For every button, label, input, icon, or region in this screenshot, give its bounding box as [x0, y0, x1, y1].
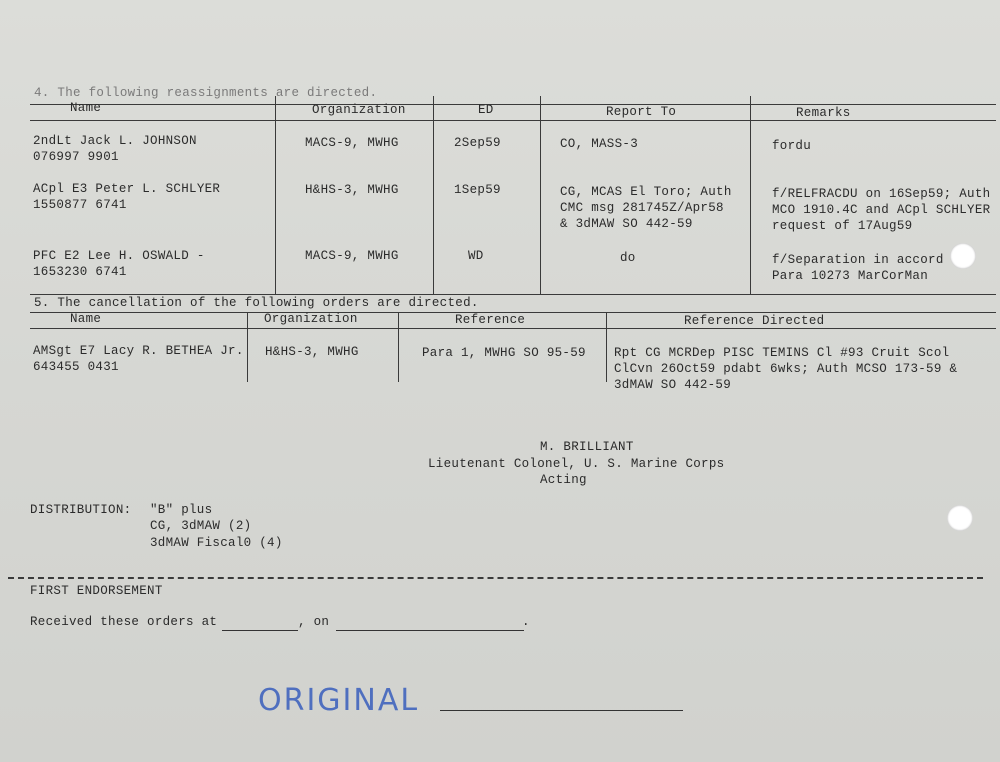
punch-hole-top	[950, 243, 976, 269]
row2-serial: 1550877 6741	[33, 198, 127, 212]
row1-remarks: fordu	[772, 139, 812, 153]
row2-report-to-line1: CG, MCAS El Toro; Auth	[560, 185, 732, 199]
col5-header-name: Name	[70, 312, 102, 326]
signer-name: M. BRILLIANT	[540, 440, 634, 454]
col-header-ed: ED	[478, 103, 494, 117]
cancel-row-directed-line2: ClCvn 26Oct59 pdabt 6wks; Auth MCSO 173-59 &	[614, 362, 958, 376]
row3-remarks-line1: f/Separation in accord	[772, 253, 944, 267]
col-header-report-to: Report To	[606, 105, 677, 119]
distribution-line1: "B" plus	[150, 503, 213, 517]
distribution-label: DISTRIBUTION:	[30, 503, 132, 517]
row3-serial: 1653230 6741	[33, 265, 127, 279]
col-header-remarks: Remarks	[796, 106, 851, 120]
period-text: .	[522, 615, 530, 629]
row2-remarks-line2: MCO 1910.4C and ACpl SCHLYER	[772, 203, 991, 217]
table5-col-divider-1	[247, 312, 248, 382]
row1-org: MACS-9, MWHG	[305, 136, 399, 150]
row1-report-to: CO, MASS-3	[560, 137, 639, 151]
table4-col-divider-1	[275, 96, 276, 294]
cancel-row-directed-line1: Rpt CG MCRDep PISC TEMINS Cl #93 Cruit Scol	[614, 346, 950, 360]
table4-bottom-rule	[30, 294, 996, 295]
signer-title: Lieutenant Colonel, U. S. Marine Corps	[428, 457, 725, 471]
cancel-row-name: AMSgt E7 Lacy R. BETHEA Jr.	[33, 344, 244, 358]
table4-col-divider-4	[750, 96, 751, 294]
row2-ed: 1Sep59	[454, 183, 501, 197]
row2-remarks-line1: f/RELFRACDU on 16Sep59; Auth	[772, 187, 991, 201]
cancel-row-org: H&HS-3, MWHG	[265, 345, 359, 359]
received-text: Received these orders at	[30, 615, 218, 629]
table5-header-rule	[30, 328, 996, 329]
row3-remarks-line2: Para 10273 MarCorMan	[772, 269, 929, 283]
row3-ed: WD	[468, 249, 484, 263]
signer-status: Acting	[540, 473, 587, 487]
received-on-blank	[336, 630, 524, 631]
table5-col-divider-2	[398, 312, 399, 382]
punch-hole-bottom	[947, 505, 973, 531]
row1-name: 2ndLt Jack L. JOHNSON	[33, 134, 197, 148]
row3-org: MACS-9, MWHG	[305, 249, 399, 263]
table4-top-rule	[30, 104, 996, 105]
dashed-separator	[8, 577, 983, 579]
endorsement-title: FIRST ENDORSEMENT	[30, 584, 163, 598]
row2-remarks-line3: request of 17Aug59	[772, 219, 913, 233]
signature-line	[440, 710, 683, 711]
row2-name: ACpl E3 Peter L. SCHLYER	[33, 182, 221, 196]
cancel-row-serial: 643455 0431	[33, 360, 119, 374]
distribution-line3: 3dMAW Fiscal0 (4)	[150, 536, 283, 550]
on-text: , on	[298, 615, 330, 629]
table4-col-divider-3	[540, 96, 541, 294]
table5-col-divider-3	[606, 312, 607, 382]
row3-name: PFC E2 Lee H. OSWALD -	[33, 249, 205, 263]
col5-header-organization: Organization	[264, 312, 358, 326]
col5-header-reference: Reference	[455, 313, 526, 327]
section4-intro: 4. The following reassignments are directed.	[34, 86, 378, 100]
received-at-blank	[222, 630, 298, 631]
row3-report-to: do	[620, 251, 636, 265]
row1-serial: 076997 9901	[33, 150, 119, 164]
row2-org: H&HS-3, MWHG	[305, 183, 399, 197]
distribution-line2: CG, 3dMAW (2)	[150, 519, 252, 533]
col5-header-reference-directed: Reference Directed	[684, 314, 825, 328]
row2-report-to-line3: & 3dMAW SO 442-59	[560, 217, 693, 231]
original-stamp: ORIGINAL	[258, 683, 420, 718]
row2-report-to-line2: CMC msg 281745Z/Apr58	[560, 201, 724, 215]
col-header-name: Name	[70, 101, 102, 115]
table4-header-rule	[30, 120, 996, 121]
table4-col-divider-2	[433, 96, 434, 294]
col-header-organization: Organization	[312, 103, 406, 117]
cancel-row-reference: Para 1, MWHG SO 95-59	[422, 346, 586, 360]
section5-intro: 5. The cancellation of the following orders are directed.	[34, 296, 479, 310]
row1-ed: 2Sep59	[454, 136, 501, 150]
cancel-row-directed-line3: 3dMAW SO 442-59	[614, 378, 732, 392]
